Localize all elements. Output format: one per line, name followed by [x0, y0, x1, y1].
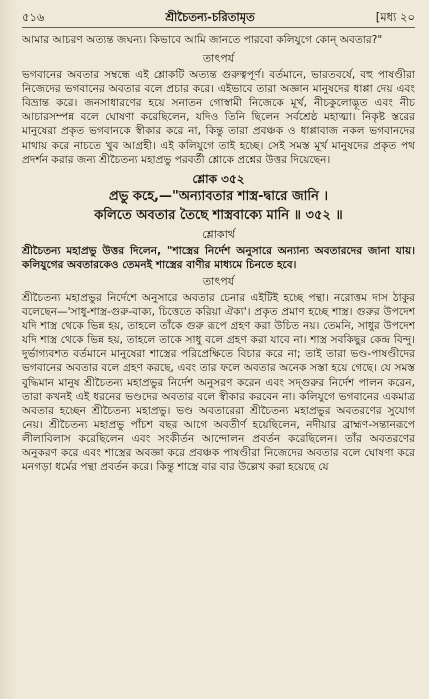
page-header [22, 10, 415, 28]
page-number: ৫১৬ [22, 10, 45, 24]
chapter-label: [মধ্য ২০ [375, 10, 415, 24]
purport-title-1: তাৎপর্য [202, 52, 235, 66]
translation-title: শ্লোকার্থ [202, 227, 235, 241]
translation-text: শ্রীচৈতন্য মহাপ্রভু উত্তর দিলেন, "শাস্ত্রের নির্দেশ অনুসারে অন্যান্য অবতারদের জানা যায়। কলিযুগের অবতারকেও তেমনই শাস্ত্রের বাণীর মাধ্যমে চিনতে হবে। [22, 244, 415, 271]
verse-line-2: কলিতে অবতার তৈছে শাস্ত্রবাক্যে মানি ॥ ৩৫২ ॥ [94, 207, 343, 223]
purport-text-1: ভগবানের অবতার সম্বন্ধে এই শ্লোকটি অত্যন্ত গুরুত্বপূর্ণ। বর্তমানে, ভারতবর্ষে, বহু পাষণ্ডীরা নিজেদের ভগবানের অবতার বলে প্রচার করে। এইভাবে তারা অজ্ঞান মানুষদের ধাপ্পা দেয় এবং বিভ্রান্ত করে। জনসাধারণের হয়ে সনাতন গোস্বামী নিজেকে মূর্খ, নীচকুলোদ্ভূত এবং নীচ আচারসম্পন্ন বলে ঘোষণা করেছিলেন, যদিও তিনি ছিলেন সর্বশ্রেষ্ঠ মহাত্মা। নিকৃষ্ট স্তরের মানুষেরা প্রকৃত ভগবানকে স্বীকার করে না, কিন্তু তারা প্রবঞ্চক ও ধাপ্পাবাজ নকল ভগবানদের মাথায় করে নাচতে খুব আগ্রহী। এই কলিযুগে তাই হচ্ছে। সেই সমস্ত মূর্খ মানুষদের প্রকৃত পথ প্রদর্শন করার জন্য শ্রীচৈতন্য মহাপ্রভু পরবর্তী শ্লোকে প্রশ্নের উত্তর দিয়েছেন। [22, 69, 415, 166]
purport-title-2: তাৎপর্য [202, 274, 235, 288]
purport-text-2: শ্রীচৈতন্য মহাপ্রভুর নির্দেশে অনুসারে অবতার চেনার এইটিই হচ্ছে পন্থা। নরোত্তম দাস ঠাকুর বলেছেন—'সাধু-শাস্ত্র-গুরু-বাক্য, চিত্তেতে করিয়া ঐক্য'। প্রকৃত প্রমাণ হচ্ছে শাস্ত্র। গুরুর উপদেশ যদি শাস্ত্র থেকে ভিন্ন হয়, তাহলে তাঁকে গুরু রূপে গ্রহণ করা উচিত নয়। তেমনি, সাধুর উপদেশ যদি শাস্ত্র থেকে ভিন্ন হয়, তাহলে তাকে সাধু বলে গ্রহণ করা যাবে না। শাস্ত্র সবকিছুর কেন্দ্র বিন্দু। দুর্ভাগ্যবশত বর্তমানে মানুষেরা শাস্ত্রের পরিপ্রেক্ষিতে বিচার করে না; তাই তারা ভণ্ড-পাষণ্ডীদের ভগবানের অবতার বলে গ্রহণ করছে, এবং তার ফলে অবতার অনেক সস্তা হয়ে গেছে। যে সমস্ত বুদ্ধিমান মানুষ শ্রীচৈতন্য মহাপ্রভুর নির্দেশ অনুসরণ করেন এবং সদ্গুরুর নির্দেশ পালন করেন, তারা কখনই এই ধরনের ভণ্ডদের অবতার বলে স্বীকার করবেন না। কলিযুগে ভগবানের একমাত্র অবতার হচ্ছেন শ্রীচৈতন্য মহাপ্রভু। ভণ্ড অবতারেরা শ্রীচৈতন্য মহাপ্রভুর অবতরণের সুযোগ নেয়। শ্রীচৈতন্য মহাপ্রভু পাঁচশ বছর আগে অবতীর্ণ হয়েছিলেন, নদীয়ার ব্রাহ্মণ-সন্তানরূপে লীলাবিলাস করেছিলেন এবং সংকীর্তন আন্দোলন প্রবর্তন করেছিলেন। তাঁর অবতরণের অনুকরণ করে এবং শাস্ত্রের অবজ্ঞা করে প্রবঞ্চক পাষণ্ডীরা নিজেদের অবতার বলে ঘোষণা করে মনগড়া ধর্মের পন্থা প্রবর্তন করে। কিন্তু শাস্ত্রে বার বার উল্লেখ করা হয়েছে যে [22, 291, 415, 474]
verse-line-1: প্রভু কহে,—"অন্যাবতার শাস্ত্র-দ্বারে জানি । [108, 188, 329, 204]
intro-question: আমার আচরণ অত্যন্ত জঘন্য। কিভাবে আমি জানতে পারবো কলিযুগে কোন্ অবতার?" [22, 34, 383, 46]
verse-heading: শ্লোক ৩৫২ [192, 171, 245, 186]
book-title: শ্রীচৈতন্য-চরিতামৃত [165, 10, 255, 24]
